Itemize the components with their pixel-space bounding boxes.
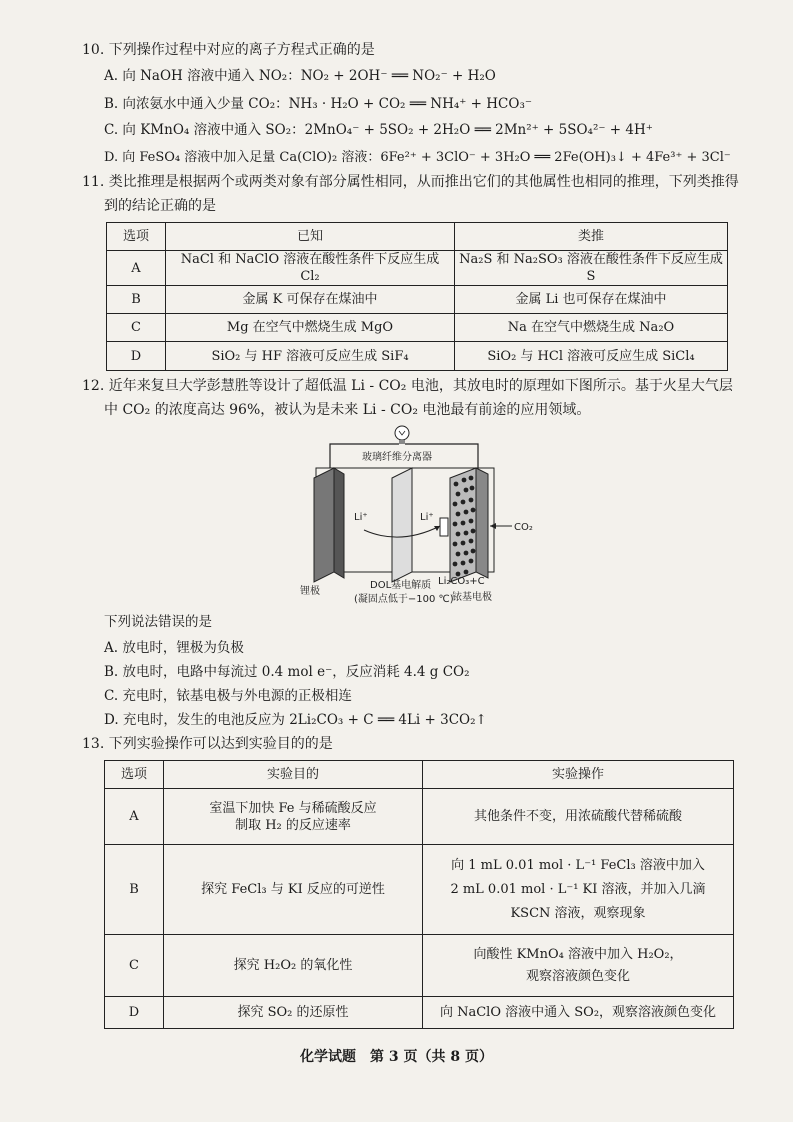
lithium-electrode <box>314 468 334 582</box>
q13-operation-line: 观察溶液颜色变化 <box>525 968 630 984</box>
q11-header-option: 选项 <box>107 223 166 251</box>
li-ion-left-label: Li⁺ <box>354 512 368 523</box>
q11-stem-line2: 到的结论正确的是 <box>104 198 216 214</box>
table-row <box>107 251 728 286</box>
table-row <box>107 314 728 342</box>
q13-table <box>104 760 734 1029</box>
lightbulb-icon <box>395 426 409 444</box>
electrolyte-note: (凝固点低于−100 ℃) <box>354 594 454 605</box>
q13-purpose-line: 探究 SO₂ 的还原性 <box>237 1005 349 1020</box>
q12-option-d: D. 充电时，发生的电池反应为 2Li₂CO₃ + C ══ 4Li + 3CO₂↑ <box>104 712 487 728</box>
iridium-electrode-label: 铱基电极 <box>452 592 492 603</box>
separator-label: 玻璃纤维分离器 <box>362 452 432 463</box>
q13-operation-line: KSCN 溶液，观察现象 <box>510 905 646 921</box>
q13-cell: D <box>105 997 164 1029</box>
q13-cell <box>423 845 734 935</box>
electrolyte-label: DOL基电解质 <box>370 580 432 591</box>
q12-option-b: B. 放电时，电路中每流过 0.4 mol e⁻，反应消耗 4.4 g CO₂ <box>104 664 470 680</box>
current-collector <box>440 518 448 536</box>
q13-header-option: 选项 <box>105 761 164 789</box>
q11-cell: NaCl 和 NaClO 溶液在酸性条件下反应生成 Cl₂ <box>166 251 455 286</box>
q12-option-c: C. 充电时，铱基电极与外电源的正极相连 <box>104 688 352 704</box>
q13-operation-line: 2 mL 0.01 mol · L⁻¹ KI 溶液，并加入几滴 <box>450 881 706 897</box>
q11-cell: SiO₂ 与 HCl 溶液可反应生成 SiCl₄ <box>455 342 728 371</box>
q11-cell: Na₂S 和 Na₂SO₃ 溶液在酸性条件下反应生成 S <box>455 251 728 286</box>
q12-stem-line2: 中 CO₂ 的浓度高达 96%，被认为是未来 Li - CO₂ 电池最有前途的应用领域。 <box>104 402 591 418</box>
q13-cell <box>164 935 423 997</box>
q11-cell: SiO₂ 与 HF 溶液可反应生成 SiF₄ <box>166 342 455 371</box>
q13-purpose-line: 探究 FeCl₃ 与 KI 反应的可逆性 <box>201 882 385 897</box>
q13-operation-line: 其他条件不变，用浓硫酸代替稀硫酸 <box>473 809 682 824</box>
li-ion-right-label: Li⁺ <box>420 512 434 523</box>
q11-cell: 金属 K 可保存在煤油中 <box>166 286 455 314</box>
q12-question: 下列说法错误的是 <box>104 614 212 630</box>
table-row <box>107 342 728 371</box>
lithium-electrode-label: 锂极 <box>300 586 320 597</box>
co2-label: CO₂ <box>514 522 533 533</box>
q13-cell <box>423 935 734 997</box>
q11-cell: D <box>107 342 166 371</box>
q13-cell <box>423 789 734 845</box>
q13-header-operation: 实验操作 <box>423 761 734 789</box>
glass-fiber-separator <box>392 468 412 582</box>
q12-option-a: A. 放电时，锂极为负极 <box>104 640 244 656</box>
q10-option-b: B. 向浓氨水中通入少量 CO₂：NH₃ · H₂O + CO₂ ══ NH₄⁺ + HCO₃⁻ <box>104 96 532 112</box>
q13-cell: A <box>105 789 164 845</box>
q10-option-c: C. 向 KMnO₄ 溶液中通入 SO₂：2MnO₄⁻ + 5SO₂ + 2H₂O ══ 2Mn²⁺ + 5SO₄²⁻ + 4H⁺ <box>104 122 653 138</box>
q11-stem-line1: 11. 类比推理是根据两个或两类对象有部分属性相同，从而推出它们的其他属性也相同的推理，下列类推得 <box>82 174 739 190</box>
page-footer: 化学试题 第 3 页（共 8 页） <box>300 1049 493 1065</box>
table-row <box>105 845 734 935</box>
q13-cell: C <box>105 935 164 997</box>
q13-operation-line: 向酸性 KMnO₄ 溶液中加入 H₂O₂， <box>473 946 683 962</box>
q11-header-analogy: 类推 <box>455 223 728 251</box>
q13-operation-line: 向 NaClO 溶液中通入 SO₂，观察溶液颜色变化 <box>439 1005 717 1020</box>
q11-cell: A <box>107 251 166 286</box>
q13-cell <box>164 789 423 845</box>
q13-purpose-line: 探究 H₂O₂ 的氧化性 <box>233 958 353 973</box>
q13-cell <box>164 997 423 1029</box>
q11-cell: Na 在空气中燃烧生成 Na₂O <box>455 314 728 342</box>
q13-cell <box>164 845 423 935</box>
q10-option-d: D. 向 FeSO₄ 溶液中加入足量 Ca(ClO)₂ 溶液：6Fe²⁺ + 3ClO⁻ + 3H₂O ══ 2Fe(OH)₃↓ + 4Fe³⁺ + 3Cl⁻ <box>104 150 731 165</box>
q11-cell: B <box>107 286 166 314</box>
table-row <box>105 935 734 997</box>
q11-cell: 金属 Li 也可保存在煤油中 <box>455 286 728 314</box>
table-row <box>107 286 728 314</box>
q11-cell: Mg 在空气中燃烧生成 MgO <box>166 314 455 342</box>
q12-stem-line1: 12. 近年来复旦大学彭慧胜等设计了超低温 Li - CO₂ 电池，其放电时的原理如下图所示。基于火星大气层 <box>82 378 733 394</box>
li-co2-battery-diagram <box>300 420 540 610</box>
q13-cell: B <box>105 845 164 935</box>
table-row <box>105 997 734 1029</box>
q13-purpose-line: 制取 H₂ 的反应速率 <box>235 817 351 833</box>
q10-stem: 10. 下列操作过程中对应的离子方程式正确的是 <box>82 42 375 58</box>
product-label: Li₂CO₃+C <box>438 576 485 587</box>
q11-header-known: 已知 <box>166 223 455 251</box>
q13-purpose-line: 室温下加快 Fe 与稀硫酸反应 <box>209 800 377 816</box>
q11-cell: C <box>107 314 166 342</box>
q13-operation-line: 向 1 mL 0.01 mol · L⁻¹ FeCl₃ 溶液中加入 <box>451 857 705 873</box>
q13-cell <box>423 997 734 1029</box>
q13-stem: 13. 下列实验操作可以达到实验目的的是 <box>82 736 333 752</box>
q11-table <box>106 222 728 371</box>
q10-option-a: A. 向 NaOH 溶液中通入 NO₂：NO₂ + 2OH⁻ ══ NO₂⁻ + H₂O <box>104 68 496 84</box>
q13-header-purpose: 实验目的 <box>164 761 423 789</box>
table-row <box>105 789 734 845</box>
